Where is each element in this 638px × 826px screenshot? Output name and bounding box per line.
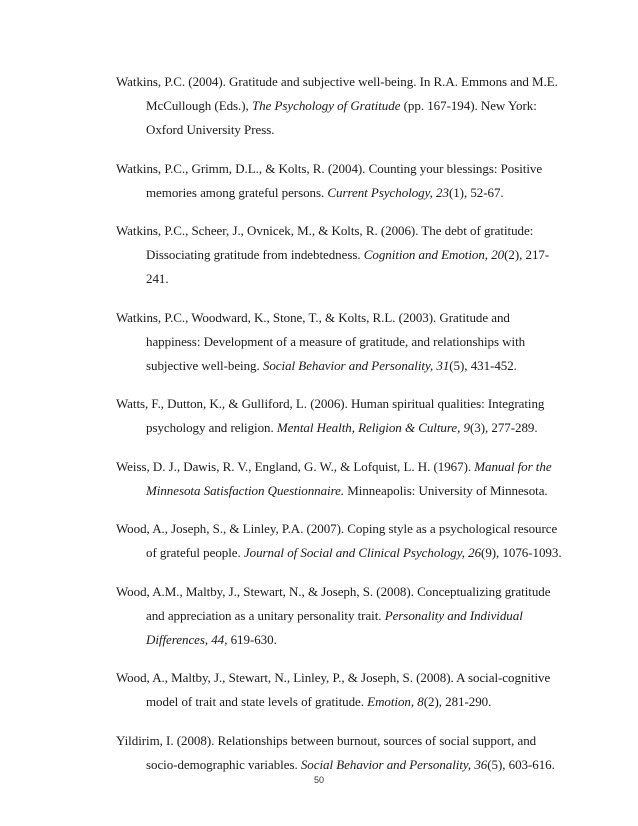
reference-title: Manual for the Minnesota Satisfaction Questionnaire. bbox=[146, 458, 552, 498]
reference-journal: Journal of Social and Clinical Psychology, 26 bbox=[243, 545, 482, 560]
reference-journal: Mental Health, Religion & Culture, 9 bbox=[276, 420, 470, 435]
reference-text: Yildirim, I. (2008). Relationships between burnout, sources of social support, and socio-demographic variables. bbox=[116, 732, 537, 772]
reference-entry bbox=[116, 455, 564, 503]
reference-journal: Cognition and Emotion, 20 bbox=[363, 247, 505, 262]
reference-text: Watkins, P.C., Grimm, D.L., & Kolts, R. (2004). Counting your blessings: Positive memories among grateful persons. bbox=[116, 160, 543, 200]
reference-list bbox=[116, 70, 564, 791]
reference-journal: Social Behavior and Personality, 31 bbox=[262, 357, 450, 373]
reference-text: (2), 217-241. bbox=[146, 247, 550, 286]
reference-title: The Psychology of Gratitude bbox=[251, 98, 401, 113]
reference-text: Minneapolis: University of Minnesota. bbox=[344, 482, 548, 498]
reference-entry bbox=[116, 306, 564, 378]
reference-entry bbox=[116, 70, 564, 142]
reference-entry bbox=[116, 157, 564, 205]
reference-text: Weiss, D. J., Dawis, R. V., England, G. W., & Lofquist, L. H. (1967). bbox=[116, 458, 475, 474]
reference-journal: Social Behavior and Personality, 36 bbox=[300, 756, 488, 772]
reference-text: (1), 52-67. bbox=[448, 184, 504, 200]
reference-text: Watkins, P.C., Woodward, K., Stone, T., & Kolts, R.L. (2003). Gratitude and happiness: Development of a measure of gratitude, and relationships with subjective well-being. bbox=[116, 309, 526, 373]
reference-text: (pp. 167-194). New York: Oxford University Press. bbox=[146, 98, 537, 137]
reference-entry bbox=[116, 580, 564, 652]
page-number: 50 bbox=[313, 775, 324, 785]
reference-text: (3), 277-289. bbox=[469, 420, 538, 435]
reference-text: Watkins, P.C., Scheer, J., Ovnicek, M., & Kolts, R. (2006). The debt of gratitude: Dissociating gratitude from indebtedness. bbox=[116, 223, 534, 262]
reference-text: (5), 603-616. bbox=[487, 756, 555, 772]
reference-text: Watts, F., Dutton, K., & Gulliford, L. (2006). Human spiritual qualities: Integrating psychology and religion. bbox=[116, 396, 545, 435]
reference-text: (5), 431-452. bbox=[449, 357, 517, 373]
reference-journal: Personality and Individual Differences, 44, bbox=[146, 607, 523, 647]
reference-entry bbox=[116, 517, 564, 565]
reference-entry bbox=[116, 666, 564, 714]
reference-text: (2), 281-290. bbox=[423, 694, 492, 709]
reference-text: Wood, A., Joseph, S., & Linley, P.A. (2007). Coping style as a psychological resource of grateful people. bbox=[116, 521, 558, 560]
reference-journal: Current Psychology, 23 bbox=[327, 184, 449, 200]
reference-text: Wood, A., Maltby, J., Stewart, N., Linley, P., & Joseph, S. (2008). A social-cognitive model of trait and state levels of gratitude. bbox=[116, 670, 551, 709]
reference-text: Watkins, P.C. (2004). Gratitude and subjective well-being. In R.A. Emmons and M.E. McCullough (Eds.), bbox=[116, 74, 558, 113]
reference-entry bbox=[116, 219, 564, 291]
reference-entry bbox=[116, 729, 564, 777]
reference-text: Wood, A.M., Maltby, J., Stewart, N., & Joseph, S. (2008). Conceptualizing gratitude and appreciation as a unitary personality trait. bbox=[116, 583, 551, 623]
reference-journal: Emotion, 8 bbox=[367, 694, 424, 709]
reference-text: (9), 1076-1093. bbox=[481, 545, 562, 560]
reference-text: 619-630. bbox=[227, 631, 277, 647]
reference-entry bbox=[116, 392, 564, 440]
